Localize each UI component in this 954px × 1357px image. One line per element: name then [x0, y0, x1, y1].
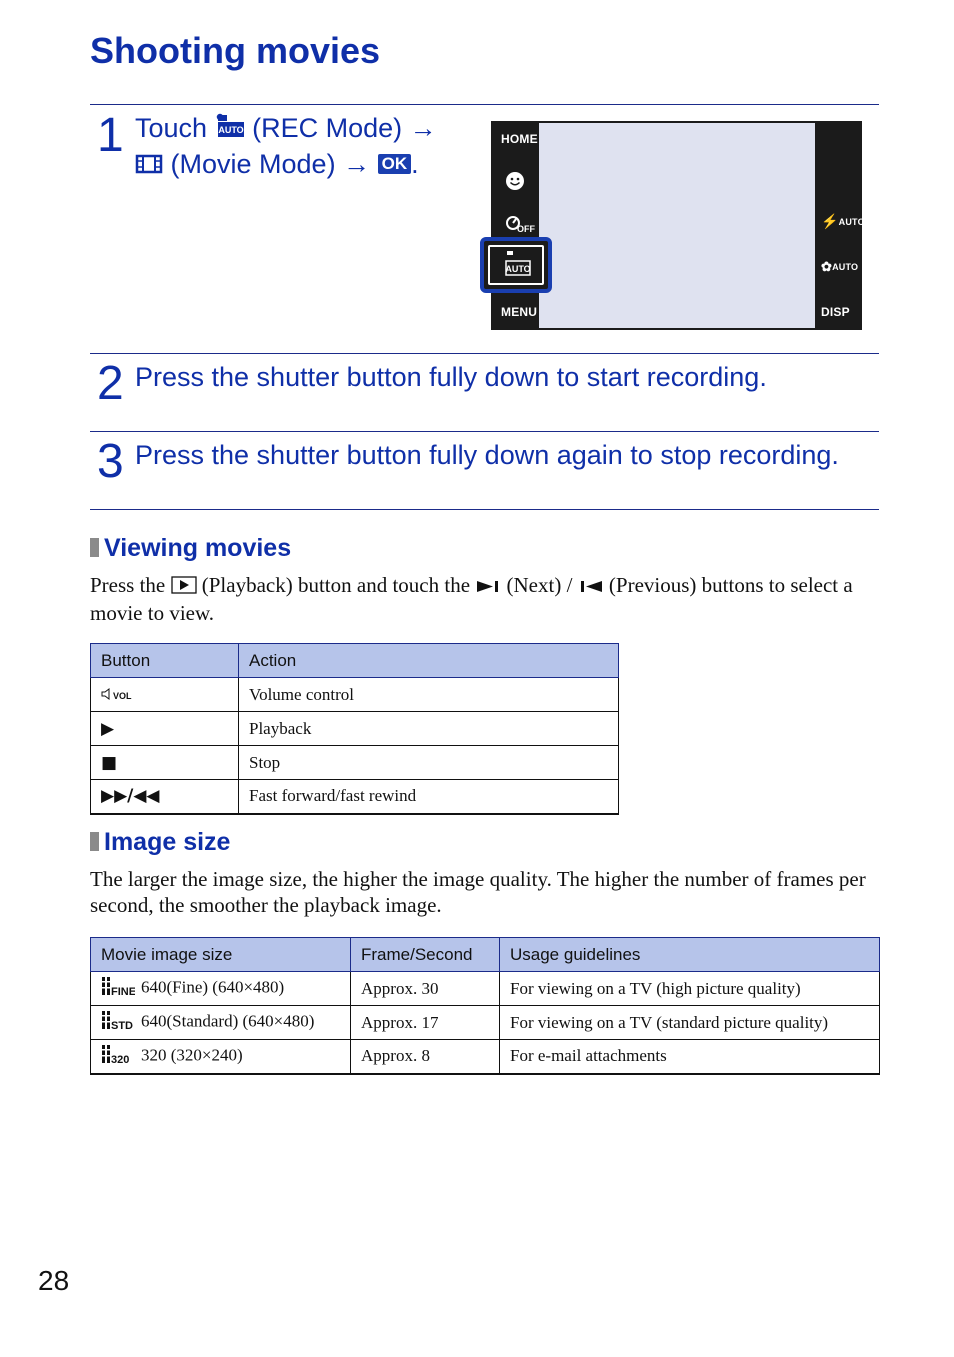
column-header: Button — [91, 644, 239, 678]
svg-text:AUTO: AUTO — [217, 124, 244, 135]
page-title: Shooting movies — [90, 30, 381, 71]
section-marker — [90, 538, 99, 557]
table-row — [91, 1006, 880, 1040]
text-segment: (Next) / — [506, 573, 573, 597]
rec-mode-button[interactable] — [488, 245, 544, 285]
text-segment: (Previous) buttons to select a movie to view. — [90, 573, 853, 626]
fps-cell: Approx. 30 — [351, 972, 500, 1006]
usage-cell: For viewing on a TV (standard picture quality) — [500, 1006, 880, 1040]
movie-320-label: 320 — [111, 1053, 130, 1065]
step-1-text — [135, 111, 465, 183]
divider — [90, 104, 879, 105]
rec-auto-icon — [490, 247, 542, 283]
rec-auto-label: AUTO — [505, 264, 531, 274]
divider — [90, 353, 879, 354]
arrow-icon: → — [343, 148, 371, 179]
page-number: 28 — [38, 1265, 70, 1296]
fps-cell: Approx. 8 — [351, 1040, 500, 1074]
size-cell — [91, 972, 351, 1006]
movie-mode-label: (Movie Mode) — [170, 148, 336, 179]
column-header: Movie image size — [91, 938, 351, 972]
fps-cell: Approx. 17 — [351, 1006, 500, 1040]
viewing-instructions — [90, 572, 879, 626]
text-segment: (Playback) button and touch the — [201, 573, 471, 597]
self-timer-off-icon[interactable] — [505, 214, 535, 239]
table-row — [91, 678, 619, 712]
previous-icon — [578, 574, 604, 600]
button-action-table — [90, 643, 619, 815]
table-row — [91, 746, 619, 780]
step-number: 1 — [97, 109, 124, 162]
section-marker — [90, 832, 99, 851]
self-timer-off-label: OFF — [517, 224, 535, 234]
flash-icon: ⚡ — [821, 213, 839, 229]
play-icon: ▶ — [91, 712, 239, 746]
table-row — [91, 712, 619, 746]
arrow-icon: → — [409, 113, 437, 143]
divider — [90, 431, 879, 432]
step-number: 2 — [97, 357, 124, 410]
movie-fine-icon — [101, 975, 135, 1002]
period: . — [411, 148, 419, 179]
ok-button-icon: OK — [378, 154, 412, 174]
column-header: Usage guidelines — [500, 938, 880, 972]
image-size-table — [90, 937, 880, 1075]
camera-preview-area — [539, 123, 815, 328]
image-size-heading — [90, 828, 230, 857]
movie-std-icon — [101, 1009, 135, 1036]
playback-button-icon — [171, 574, 197, 600]
next-icon — [475, 574, 501, 600]
menu-button[interactable]: MENU — [501, 305, 538, 319]
table-row — [91, 972, 880, 1006]
viewing-movies-heading — [90, 534, 291, 563]
action-cell: Stop — [239, 746, 619, 780]
size-label: 640(Fine) (640×480) — [141, 977, 285, 997]
stop-icon: ■ — [91, 746, 239, 780]
usage-cell: For viewing on a TV (high picture quality) — [500, 972, 880, 1006]
movie-std-label: STD — [111, 1020, 133, 1031]
divider — [90, 509, 879, 510]
size-cell — [91, 1040, 351, 1074]
size-cell — [91, 1006, 351, 1040]
macro-flower-icon: ✿ — [821, 259, 833, 274]
table-header-row — [91, 938, 880, 972]
size-label: 640(Standard) (640×480) — [141, 1011, 315, 1031]
volume-label: VOL — [113, 690, 132, 701]
touch-label: Touch — [135, 113, 208, 143]
fast-forward-rewind-icon: ▶▶/◀◀ — [91, 780, 239, 814]
image-size-description: The larger the image size, the higher the image quality. The higher the number of frames per second, the smoother the playback image. — [90, 867, 866, 917]
action-cell: Playback — [239, 712, 619, 746]
table-row — [91, 780, 619, 814]
movie-mode-icon — [135, 149, 163, 183]
volume-icon — [101, 685, 113, 705]
table-row — [91, 1040, 880, 1074]
macro-auto-label: AUTO — [832, 262, 859, 272]
rec-mode-label: (REC Mode) — [252, 113, 403, 143]
rec-mode-icon — [215, 113, 245, 147]
movie-320-icon — [101, 1043, 135, 1070]
step-2-text: Press the shutter button fully down to start recording. — [135, 362, 767, 392]
table-header-row — [91, 644, 619, 678]
smile-icon[interactable] — [504, 170, 526, 197]
viewing-movies-title: Viewing movies — [104, 534, 292, 562]
image-size-title: Image size — [104, 828, 231, 856]
flash-auto-button[interactable] — [821, 213, 865, 230]
camera-screen — [491, 121, 865, 330]
text-segment: Press the — [90, 573, 166, 597]
action-cell: Volume control — [239, 678, 619, 712]
column-header: Action — [239, 644, 619, 678]
step-number: 3 — [97, 435, 124, 488]
macro-auto-button[interactable] — [821, 259, 858, 275]
usage-cell: For e-mail attachments — [500, 1040, 880, 1074]
movie-fine-label: FINE — [111, 986, 135, 997]
disp-button[interactable]: DISP — [821, 305, 850, 319]
rec-mode-button-highlight[interactable] — [480, 237, 552, 293]
column-header: Frame/Second — [351, 938, 500, 972]
button-cell — [91, 678, 239, 712]
step-3-text: Press the shutter button fully down again to stop recording. — [135, 440, 839, 470]
flash-auto-label: AUTO — [838, 216, 865, 227]
home-button[interactable]: HOME — [501, 132, 538, 146]
action-cell: Fast forward/fast rewind — [239, 780, 619, 814]
size-label: 320 (320×240) — [141, 1045, 243, 1065]
